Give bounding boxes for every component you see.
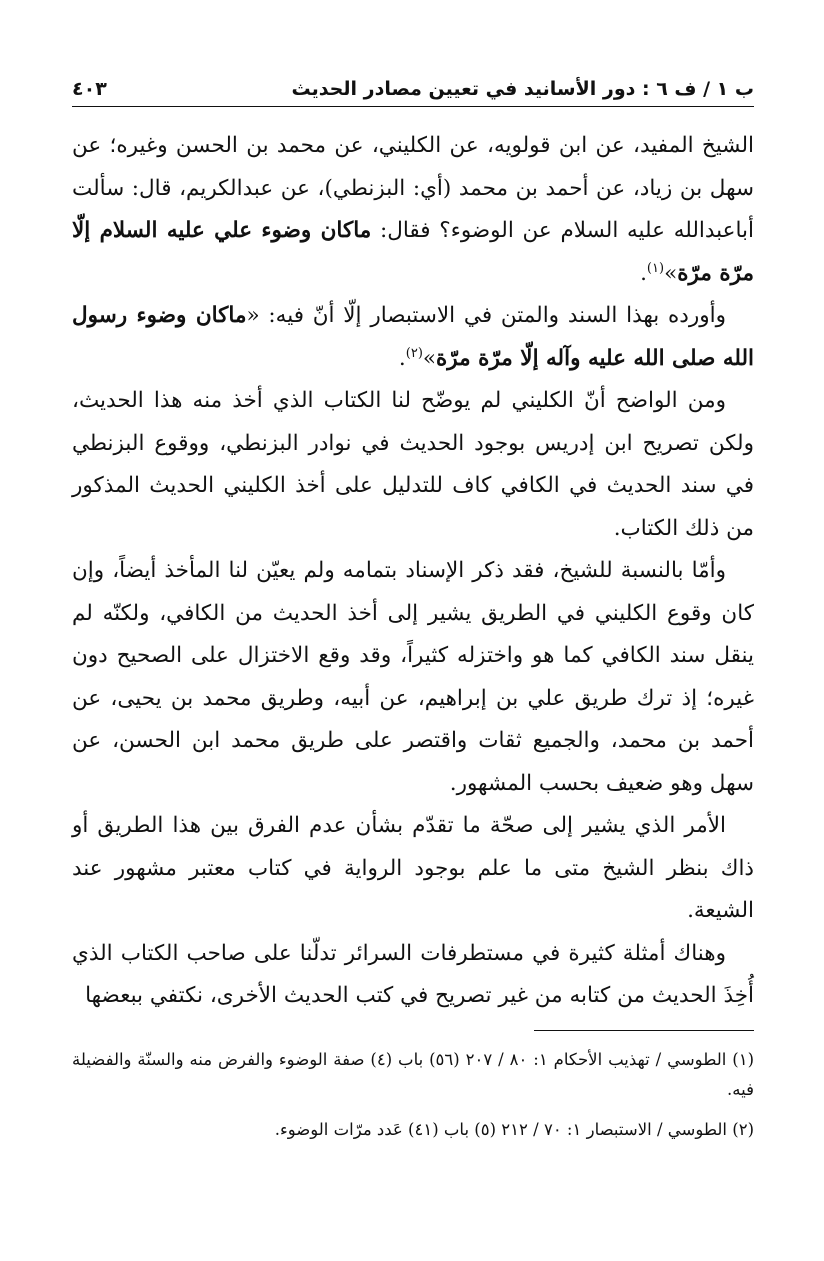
paragraph-1-text: الشيخ المفيد، عن ابن قولويه، عن الكليني، عن محمد بن الحسن وغيره؛ عن سهل بن زياد، عن أحمد بن محمد (أي: البزنطي)، عن عبدالكريم، قال: سألت أباعبدالله عليه السلام عن الوضوء؟ فقال: <box>72 133 754 243</box>
paragraph-3: ومن الواضح أنّ الكليني لم يوضّح لنا الكتاب الذي أخذ منه هذا الحديث، ولكن تصريح ابن إدريس بوجود الحديث في نوادر البزنطي، ووقوع البزنطي في سند الحديث في الكافي كاف للتدليل على أخذ الكليني الحديث المذكور من ذلك الكتاب. <box>72 388 754 541</box>
footnote-divider <box>534 1030 754 1031</box>
paragraph-2 <box>72 295 754 380</box>
page-number: ٤٠٣ <box>72 78 107 100</box>
running-header <box>72 72 754 107</box>
footnote-2: (٢) الطوسي / الاستبصار ١: ٧٠ / ٢١٢ (٥) باب (٤١) عَدد مرّات الوضوء. <box>274 1120 754 1139</box>
paragraph-2-text: وأورده بهذا السند والمتن في الاستبصار إلّا أنّ فيه: « <box>246 303 727 328</box>
footnote-ref-1[interactable]: (١) <box>646 260 665 276</box>
footnotes <box>72 1030 754 1155</box>
paragraph-1: الشيخ المفيد، عن ابن قولويه، عن الكليني، عن محمد بن الحسن وغيره؛ عن سهل بن زياد، عن أحمد بن محمد (أي: البزنطي)، عن عبدالكريم، قال: سألت أباعبدالله عليه السلام عن الوضوء؟ فقال: ماكان وضوء علي عليه السلام إلّا مرّة مرّة»$^{(١)}$. <box>72 133 754 286</box>
footnote-ref-2[interactable]: (٢) <box>405 345 423 361</box>
paragraph-2-quote: ماكان وضوء رسول الله صلى الله عليه وآله إلّا مرّة مرّة <box>72 303 754 371</box>
paragraph-5: الأمر الذي يشير إلى صحّة ما تقدّم بشأن عدم الفرق بين هذا الطريق أو ذاك بنظر الشيخ متى ما علم بوجود الرواية في كتاب معتبر مشهور عند الشيعة. <box>72 813 754 923</box>
main-text <box>72 125 754 1018</box>
page <box>72 72 754 1018</box>
paragraph-2-close: » <box>422 345 437 371</box>
paragraph-6: وهناك أمثلة كثيرة في مستطرفات السرائر تدلّنا على صاحب الكتاب الذي أُخِذَ الحديث من كتابه من غير تصريح في كتب الحديث الأخرى، نكتفي ببعضها <box>72 940 754 1008</box>
paragraph-1-quote: ماكان وضوء علي عليه السلام إلّا مرّة مرّة <box>72 218 754 286</box>
paragraph-2-end: . <box>398 345 406 371</box>
running-header-title: ب ١ / ف ٦ : دور الأسانيد في تعيين مصادر الحديث <box>291 78 754 100</box>
footnote-1: (١) الطوسي / تهذيب الأحكام ١: ٨٠ / ٢٠٧ (٥٦) باب (٤) صفة الوضوء والفرض منه والسنّة والفضيلة فيه. <box>72 1050 755 1099</box>
paragraph-1-end: . <box>640 260 647 286</box>
paragraph-4: وأمّا بالنسبة للشيخ، فقد ذكر الإسناد بتمامه ولم يعيّن لنا المأخذ أيضاً، وإن كان وقوع الكليني في الطريق يشير إلى أخذ الحديث من الكافي، ولكنّه لم ينقل سند الكافي كما هو واختزله كثيراً، وقد وقع الاختزال على الصحيح دون غيره؛ إذ ترك طريق علي بن إبراهيم، عن أبيه، وطريق محمد بن يحيى، عن أحمد بن محمد، والجميع ثقات واقتصر على طريق محمد ابن الحسن، عن سهل وهو ضعيف بحسب المشهور. <box>72 558 754 796</box>
